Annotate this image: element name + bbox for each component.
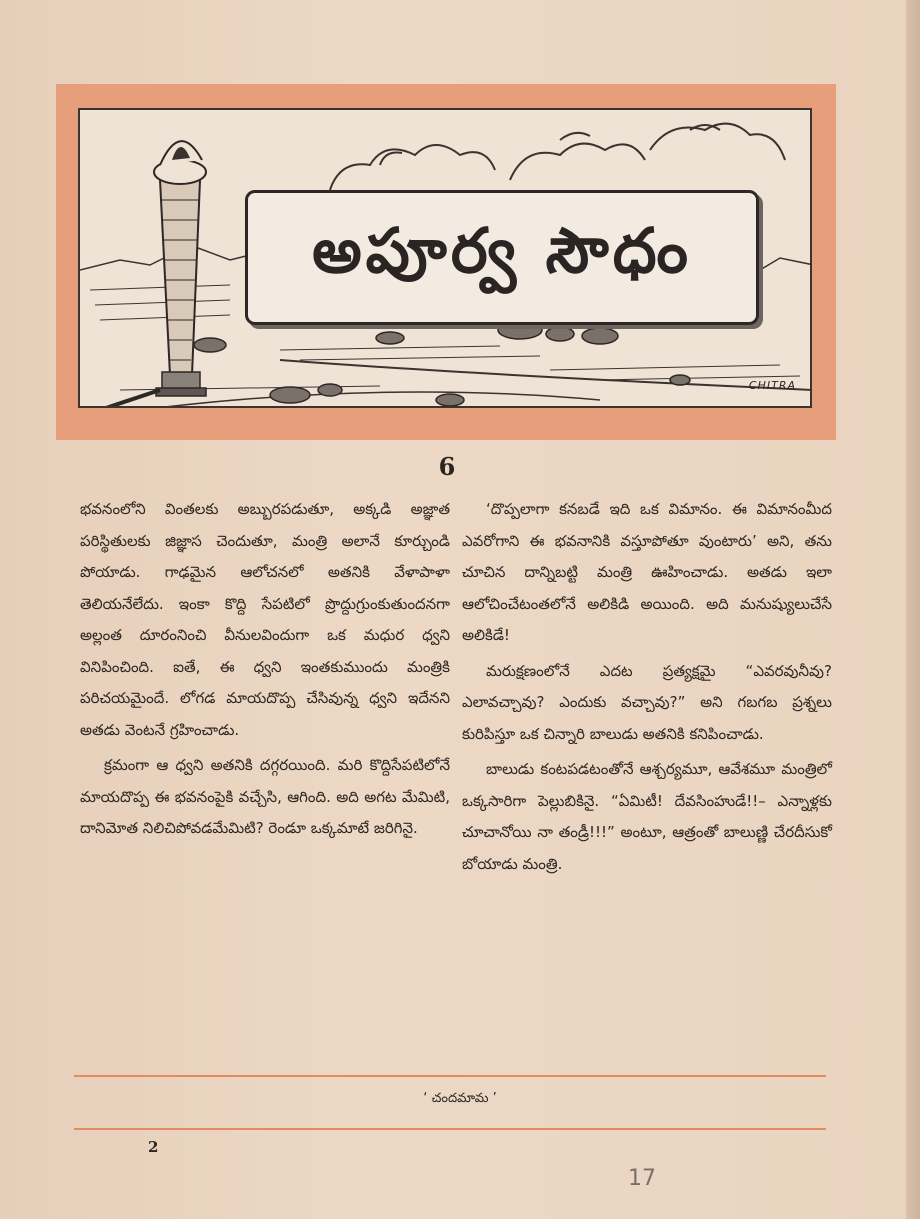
title-panel — [245, 190, 759, 325]
chapter-number: 6 — [438, 452, 456, 481]
paragraph: భవనంలోని వింతలకు అబ్బురపడుతూ, అక్కడి అజ్ఞాత పరిస్థితులకు జిజ్ఞాస చెందుతూ, మంత్రి అలానే కూర్చుండి పోయాడు. గాఢమైన ఆలోచనలో అతనికి వేళాపాళా తెలియనేలేదు. ఇంకా కొద్ది సేపటిలో ప్రొద్దుగ్రుంకుతుందనగా అల్లంత దూరంనించి వీనులవిందుగా ఒక మధుర ధ్వని వినిపించింది. ఐతే, ఈ ధ్వని ఇంతకుముందు మంత్రికి పరిచయమైందే. లోగడ మాయదొప్ప చేసివున్న ధ్వని ఇదేనని అతడు వెంటనే గ్రహించాడు. — [80, 500, 450, 739]
text-column-right — [462, 494, 832, 884]
tower-icon — [100, 141, 206, 408]
paragraph: మరుక్షణంలోనే ఎదట ప్రత్యక్షమై “ఎవరవునీవు? ఎలావచ్చావు? ఎందుకు వచ్చావు?” అని గబగబ ప్రశ్నలు కురిపిస్తూ ఒక చిన్నారి బాలుడు అతనికి కనిపించాడు. — [462, 661, 832, 743]
paragraph: ‘దొప్పలాగా కనబడే ఇది ఒక విమానం. ఈ విమానంమీద ఎవరోగాని ఈ భవనానికి వస్తూపోతూ వుంటారు’ అని, తను చూచిన దాన్నిబట్టి మంత్రి ఊహించాడు. అతడు ఇలా ఆలోచించేటంతలోనే అలికిడి అయింది. అది మనుష్యులుచేసే అలికిడే! — [462, 500, 832, 644]
text-column-left — [80, 494, 450, 849]
paragraph: బాలుడు కంటపడటంతోనే ఆశ్చర్యమూ, ఆవేశమూ మంత్రిలో ఒక్కసారిగా పెల్లుబికినై. “ఏమిటీ! దేవసింహుడే!!– ఎన్నాళ్లకు చూచానోయి నా తండ్రీ!!!” అంటూ, ఆత్రంతో బాలుణ్ణి చేరదీసుకో బోయాడు మంత్రి. — [462, 760, 832, 873]
artist-signature: CHITRA — [748, 379, 796, 392]
banner-illustration — [78, 108, 812, 408]
story-banner — [56, 84, 836, 440]
footer-divider — [74, 1075, 826, 1077]
paragraph: క్రమంగా ఆ ధ్వని అతనికి దగ్గరయింది. మరి కొద్దిసేపటిలోనే మాయదొప్ప ఈ భవనంపైకి వచ్చేసి, ఆగింది. అది అగట మేమిటి, దానిమోత నిలిచిపోవడమేమిటి? రెండూ ఒక్కమాటే జరిగినై. — [80, 756, 450, 837]
archive-mark: 17 — [628, 1166, 656, 1191]
story-title: అపూర్వ సౌధం — [312, 213, 692, 287]
magazine-name: ‘ చందమామ ’ — [423, 1091, 497, 1106]
footer-divider — [74, 1128, 826, 1130]
page-number: 2 — [148, 1138, 159, 1156]
page-edge — [906, 0, 920, 1219]
